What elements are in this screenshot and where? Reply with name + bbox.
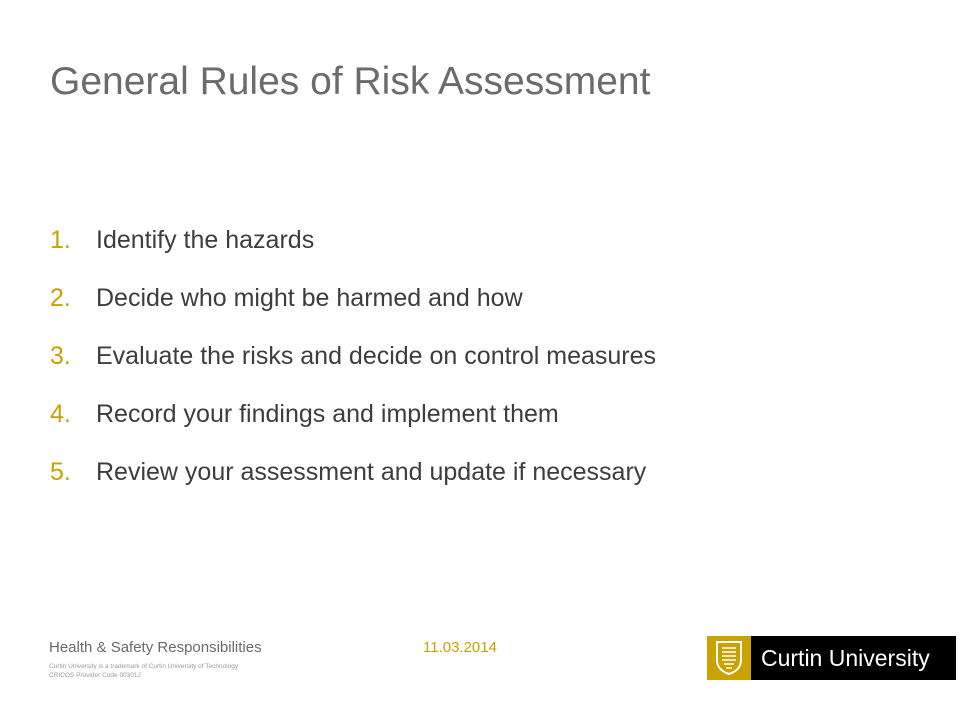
logo-text: Curtin University — [751, 636, 956, 680]
step-text: Evaluate the risks and decide on control measures — [96, 342, 657, 370]
slide-title: General Rules of Risk Assessment — [50, 60, 651, 103]
list-item — [50, 284, 656, 342]
step-text: Review your assessment and update if necessary — [96, 458, 647, 486]
curtin-logo — [707, 636, 956, 680]
list-item — [50, 342, 656, 400]
step-number: 1. — [50, 226, 71, 254]
list-item — [50, 400, 656, 458]
step-number: 4. — [50, 400, 71, 428]
footer-date: 11.03.2014 — [423, 639, 497, 656]
list-item — [50, 458, 656, 516]
cricos-code: CRICOS Provider Code 00301J — [49, 672, 141, 679]
footer-title: Health & Safety Responsibilities — [49, 639, 262, 656]
step-text: Decide who might be harmed and how — [96, 284, 523, 312]
step-text: Identify the hazards — [96, 226, 315, 254]
crest-icon — [707, 636, 751, 680]
step-number: 2. — [50, 284, 71, 312]
step-text: Record your findings and implement them — [96, 400, 559, 428]
step-number: 5. — [50, 458, 71, 486]
trademark-notice: Curtin University is a trademark of Curtin University of Technology — [49, 663, 239, 670]
list-item — [50, 226, 656, 284]
step-number: 3. — [50, 342, 71, 370]
steps-list — [50, 226, 656, 516]
